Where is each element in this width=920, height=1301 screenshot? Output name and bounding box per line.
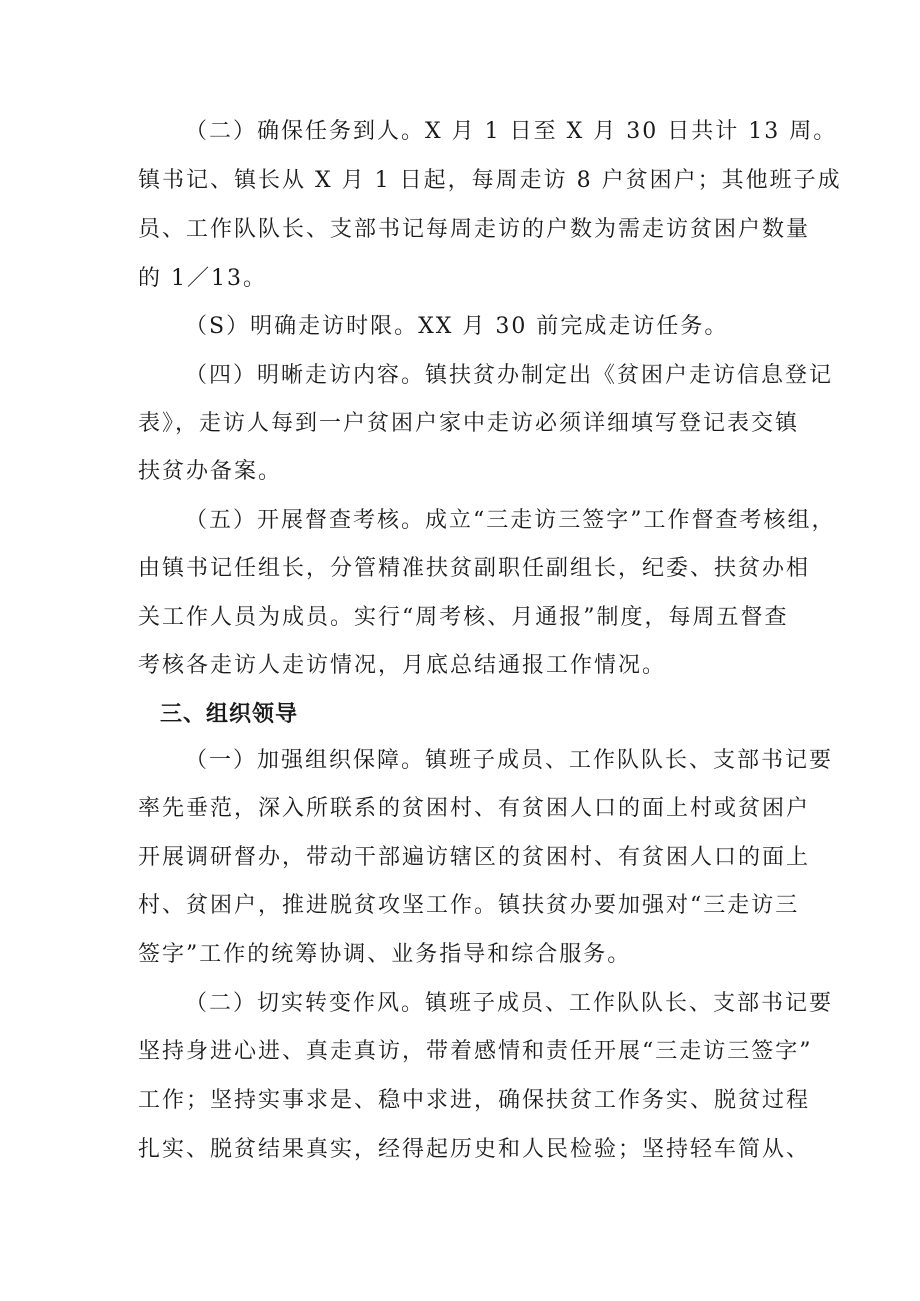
- paragraph-line: 坚持身进心进、真走真访，带着感情和责任开展“三走访三签字”: [138, 1039, 813, 1064]
- paragraph-line: （S）明确走访时限。XX 月 30 前完成走访任务。: [185, 314, 729, 339]
- paragraph-line: 村、贫困户，推进脱贫攻坚工作。镇扶贫办要加强对“三走访三: [138, 893, 800, 918]
- paragraph-line: 扎实、脱贫结果真实，经得起历史和人民检验；坚持轻车简从、: [138, 1137, 811, 1162]
- paragraph-line: 关工作人员为成员。实行“周考核、月通报”制度，每周五督查: [138, 605, 789, 630]
- paragraph-line: 由镇书记任组长，分管精准扶贫副职任副组长，纪委、扶贫办相: [138, 556, 811, 581]
- paragraph-line: （一）加强组织保障。镇班子成员、工作队队长、支部书记要: [185, 748, 834, 773]
- section-heading: 三、组织领导: [160, 702, 299, 727]
- paragraph-line: 签字”工作的统筹协调、业务指导和综合服务。: [138, 942, 632, 967]
- paragraph-line: 工作；坚持实事求是、稳中求进，确保扶贫工作务实、脱贫过程: [138, 1088, 811, 1113]
- paragraph-line: 扶贫办备案。: [138, 459, 283, 484]
- paragraph-line: 的 1／13。: [138, 266, 267, 291]
- paragraph-line: （四）明晰走访内容。镇扶贫办制定出《贫困户走访信息登记: [185, 363, 834, 388]
- paragraph-line: （五）开展督查考核。成立“三走访三签字”工作督查考核组，: [185, 508, 836, 533]
- paragraph-line: 镇书记、镇长从 X 月 1 日起，每周走访 8 户贫困户；其他班子成: [138, 168, 842, 193]
- paragraph-line: 员、工作队队长、支部书记每周走访的户数为需走访贫困户数量: [138, 217, 811, 242]
- paragraph-line: 开展调研督办，带动干部遍访辖区的贫困村、有贫困人口的面上: [138, 845, 811, 870]
- paragraph-line: 表》，走访人每到一户贫困户家中走访必须详细填写登记表交镇: [138, 411, 800, 436]
- paragraph-line: 率先垂范，深入所联系的贫困村、有贫困人口的面上村或贫困户: [138, 796, 811, 821]
- paragraph-line: （二）切实转变作风。镇班子成员、工作队队长、支部书记要: [185, 991, 834, 1016]
- paragraph-line: 考核各走访人走访情况，月底总结通报工作情况。: [138, 653, 667, 678]
- paragraph-line: （二）确保任务到人。X 月 1 日至 X 月 30 日共计 13 周。: [185, 119, 838, 144]
